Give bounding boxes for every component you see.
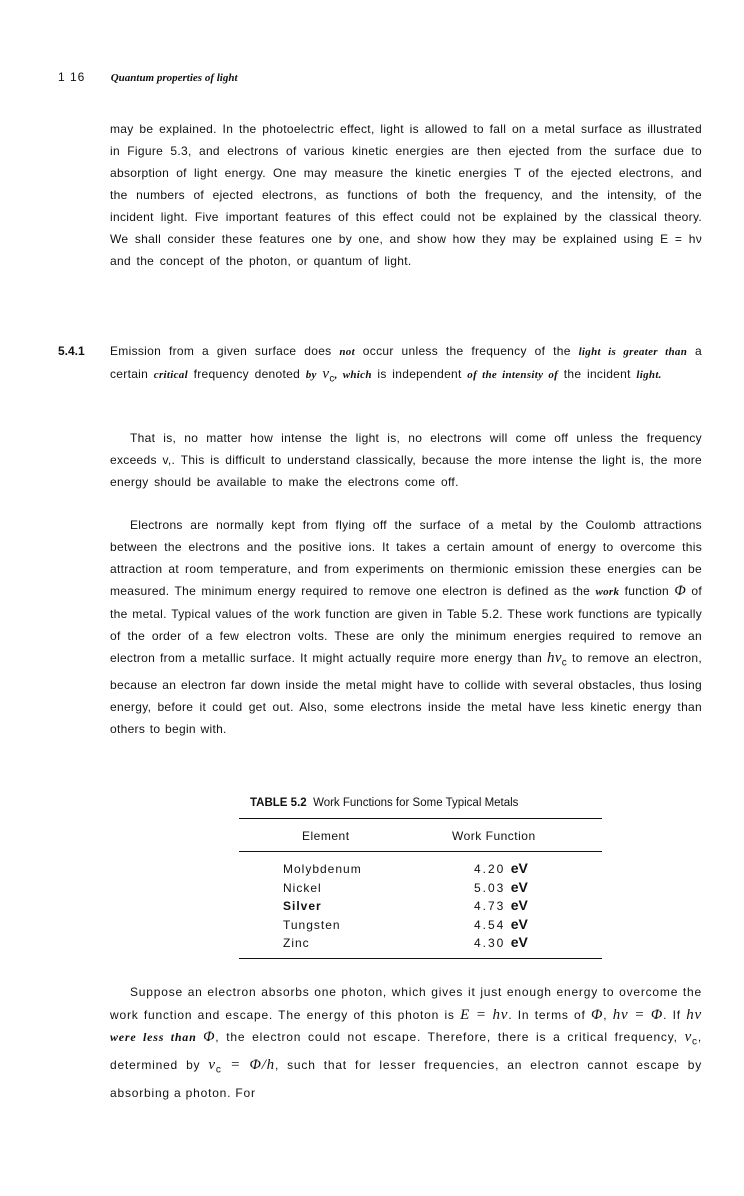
table-cell-metal: Molybdenum bbox=[283, 862, 362, 876]
table-cell-value: 4.54 eV bbox=[474, 916, 528, 932]
column-header-work-function: Work Function bbox=[452, 829, 536, 843]
page-number: 1 16 bbox=[58, 70, 86, 84]
table-cell-metal: Nickel bbox=[283, 881, 322, 895]
running-title: Quantum properties of light bbox=[110, 72, 238, 84]
table-label: TABLE 5.2 bbox=[250, 797, 307, 809]
column-header-element: Element bbox=[302, 829, 350, 843]
table-caption bbox=[250, 797, 518, 809]
paragraph-intro: may be explained. In the photoelectric effect, light is allowed to fall on a metal surface as illustrated in Figure 5.3, and electrons of various kinetic energies are then ejected from the surface due to absorption of light energy. One may measure the kinetic energies T of the ejected electrons, and the numbers of ejected electrons, as functions of both the frequency, and the intensity, of the incident light. Five important features of this effect could not be explained by the classical theory. We shall consider these features one by one, and show how they may be explained using E = hν and the concept of the photon, or quantum of light. bbox=[110, 122, 702, 268]
paragraph-critical-frequency: Suppose an electron absorbs one photon, which gives it just enough energy to overcome the work function and escape. The energy of this photon is E = hν. In terms of Φ, hν = Φ. If hν were less than Φ, the electron could not escape. Therefore, there is a critical frequency, $\nu_c$, determined by $\nu_c = \Phi/h$, such that for lesser frequencies, an electron cannot escape by absorbing a photon. For bbox=[110, 985, 703, 1100]
table-cell-value: 4.73 eV bbox=[474, 897, 528, 913]
paragraph-classical: That is, no matter how intense the light is, no electrons will come off unless the frequency exceeds v,. This is difficult to understand classically, because the more intense the light is, the more energy should be available to make the electrons come off. bbox=[110, 431, 702, 489]
table-top-rule bbox=[239, 818, 602, 819]
table-cell-metal: Tungsten bbox=[283, 918, 341, 932]
table-cell-metal: Zinc bbox=[283, 936, 310, 950]
table-cell-value: 4.20 eV bbox=[474, 860, 528, 876]
paragraph-work-function: Electrons are normally kept from flying off the surface of a metal by the Coulomb attractions between the electrons and the positive ions. It takes a certain amount of energy to overcome this attraction at room temperature, and from experiments on thermionic emission these energies can be measured. The minimum energy required to remove one electron is defined as the work function Φ of the metal. Typical values of the work function are given in Table 5.2. These work functions are typically of the order of a few electron volts. These are only the minimum energies required to remove an electron from a metallic surface. It might actually require more energy than $h\nu_c$ to remove an electron, because an electron far down inside the metal might have to collide with several obstacles, thus losing energy, before it could get out. Also, some electrons inside the metal have less kinetic energy than others to begin with. bbox=[110, 518, 702, 737]
numbered-statement: Emission from a given surface does not occur unless the frequency of the light is greater than a certain critical frequency denoted by $\nu_c$, which is independent of the intensity of the incident light. bbox=[110, 344, 702, 385]
table-title: Work Functions for Some Typical Metals bbox=[313, 797, 519, 809]
item-number: 5.4.1 bbox=[58, 344, 85, 358]
table-cell-value: 4.30 eV bbox=[474, 934, 528, 950]
table-cell-metal: Silver bbox=[283, 899, 322, 913]
table-bottom-rule bbox=[239, 958, 602, 959]
table-cell-value: 5.03 eV bbox=[474, 879, 528, 895]
page-header bbox=[58, 70, 238, 84]
table-header-rule bbox=[239, 851, 602, 852]
